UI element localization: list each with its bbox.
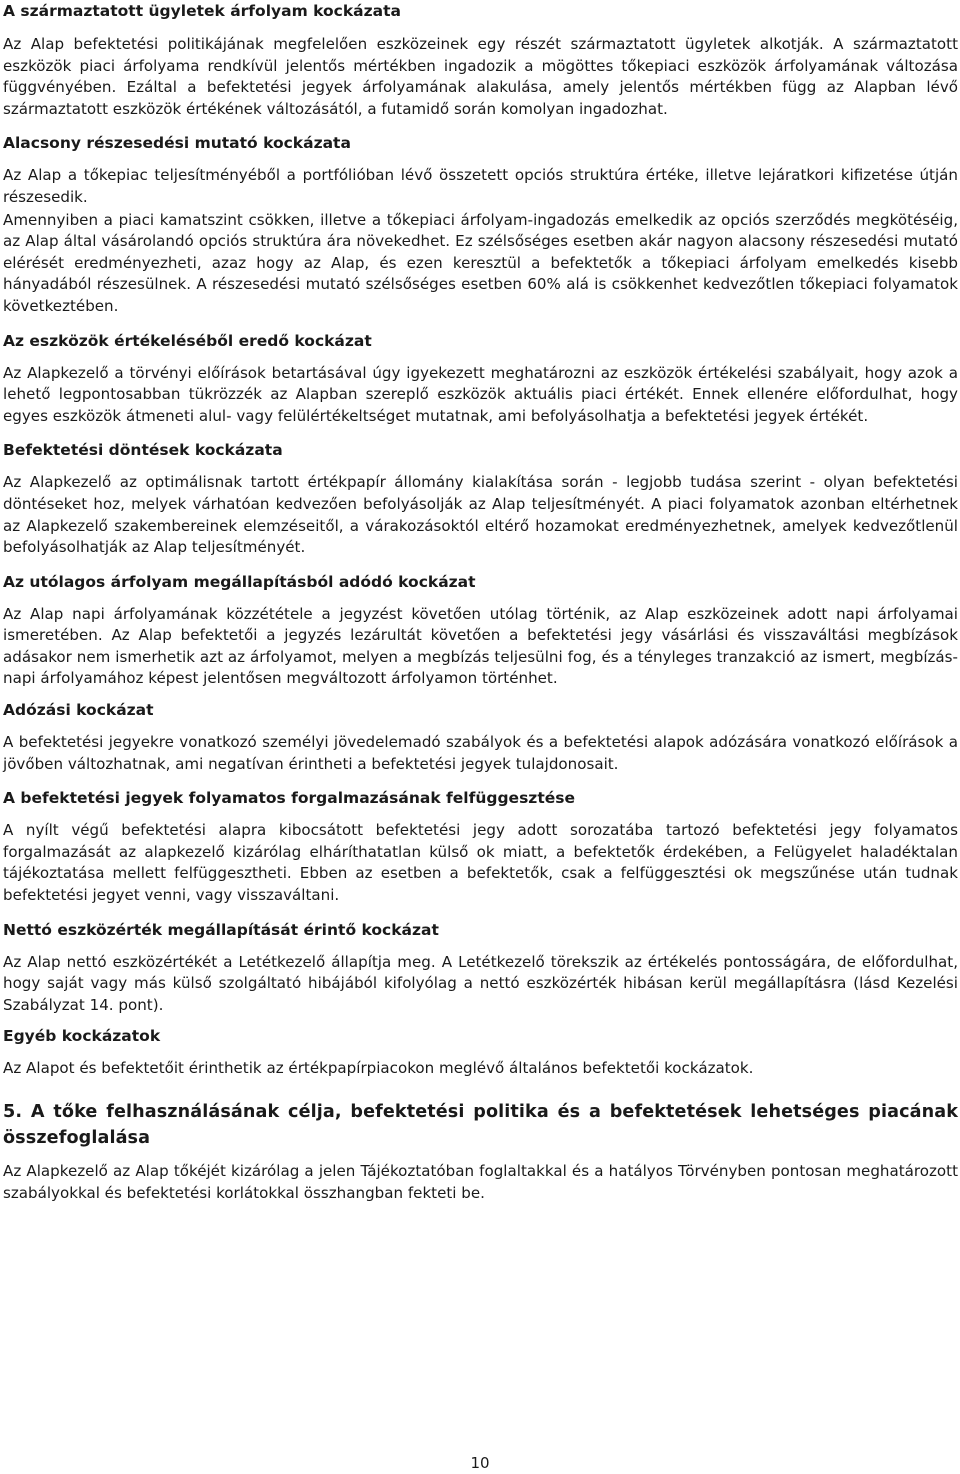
chapter-paragraph: Az Alapkezelő az Alap tőkéjét kizárólag a jelen Tájékoztatóban foglaltakkal és a hatályos Törvényben pontosan meghatározott szabályokkal és befektetési korlátokkal összhangban fekteti be. <box>3 1162 958 1202</box>
section-paragraph: Az Alap befektetési politikájának megfelelően eszközeinek egy részét származtatott ügyletek alkotják. A származtatott eszközök piaci árfolyama rendkívül jelentős mértékben ingadozik a mögöttes tőkepiaci eszközök árfolyamának változása függvényében. Ezáltal a befektetési jegyek árfolyamának alakulása, amely jelentős mértékben függ az Alapban lévő származtatott eszközök értékének változásától, a futamidő során komolyan ingadozhat. <box>3 35 958 118</box>
section-other-risks <box>3 1025 958 1080</box>
section-heading: Befektetési döntések kockázata <box>3 441 283 460</box>
chapter-title: 5. A tőke felhasználásának célja, befektetési politika és a befektetések lehetséges piacának összefoglalása <box>3 1102 958 1148</box>
section-distribution-suspension <box>3 787 958 906</box>
section-heading: Az utólagos árfolyam megállapításból adódó kockázat <box>3 572 476 591</box>
section-heading: Nettó eszközérték megállapítását érintő kockázat <box>3 920 439 939</box>
section-heading: Adózási kockázat <box>3 701 154 720</box>
document-page <box>3 0 958 1205</box>
section-asset-valuation-risk <box>3 330 958 428</box>
section-paragraph: Az Alap nettó eszközértékét a Letétkezelő állapítja meg. A Letétkezelő törekszik az értékelés pontosságára, de előfordulhat, hogy saját vagy más külső szolgáltató hibájából kifolyólag a nettó eszközérték hibásan kerül megállapításra (lásd Kezelési Szabályzat 14. pont). <box>3 952 958 1014</box>
section-paragraph: Az Alap napi árfolyamának közzététele a jegyzést követően utólag történik, az Alap eszközeinek adott napi árfolyamai ismeretében. Az Alap befektetői a jegyzés lezárultát követően a befektetési jegy vásárlási és visszaváltási megbízások adásakor nem ismerhetik azt az árfolyamot, melyen a megbízás teljesülni fog, és a tényleges tranzakció az ismert, megbízás-napi árfolyamához képest jelentősen megváltozott árfolyamon történhet. <box>3 604 958 688</box>
section-heading: A származtatott ügyletek árfolyam kockázata <box>3 2 401 20</box>
section-low-participation-risk <box>3 132 958 317</box>
section-heading: Alacsony részesedési mutató kockázata <box>3 134 351 153</box>
section-heading: A befektetési jegyek folyamatos forgalmazásának felfüggesztése <box>3 789 575 808</box>
section-paragraph: Amennyiben a piaci kamatszint csökken, illetve a tőkepiaci árfolyam-ingadozás emelkedik az opciós szerződés megkötéséig, az Alap által vásárolandó opciós struktúra ára növekedhet. Ez szélsőséges esetben akár nagyon alacsony részesedési mutató elérését eredményezheti, azaz hogy az Alap, és ezen keresztül a befektetők a tőkepiaci árfolyam emelkedés kisebb hányadából részesülnek. A részesedési mutató szélsőséges esetben 60% alá is csökkenhet kedvezőtlen tőkepiaci folyamatok következtében. <box>3 210 958 315</box>
section-subsequent-pricing-risk <box>3 571 958 690</box>
section-paragraph: A befektetési jegyekre vonatkozó személyi jövedelemadó szabályok és a befektetési alapok adózására vonatkozó előírások a jövőben változhatnak, ami negatívan érintheti a befektetési jegyek tulajdonosait. <box>3 733 958 773</box>
section-paragraph: A nyílt végű befektetési alapra kibocsátott befektetési jegy adott sorozatába tartozó befektetési jegy folyamatos forgalmazását az alapkezelő kizárólag elháríthatatlan külső ok miatt, a befektetők érdekében, a Felügyelet haladéktalan tájékoztatása mellett felfüggesztheti. Ebben az esetben a befektetők, csak a felfüggesztési ok megszűnése után tudnak befektetési jegyet venni, vagy visszaváltani. <box>3 821 958 905</box>
page-number: 10 <box>470 1454 490 1472</box>
section-paragraph: Az Alapkezelő az optimálisnak tartott értékpapír állomány kialakítása során - legjobb tudása szerint - olyan befektetési döntéseket hoz, melyek várhatóan kedvezően befolyásolják az Alap teljesítményét. A piaci folyamatok azonban eltérhetnek az Alapkezelő szakembereinek elemzéseitől, a várakozásoktól eltérő hozamokat eredményezhetnek, amelyek kedvezőtlenül befolyásolhatják az Alap teljesítményét. <box>3 473 958 557</box>
chapter-5 <box>3 1099 958 1204</box>
section-nav-calculation-risk <box>3 919 958 1017</box>
section-heading: Az eszközök értékeléséből eredő kockázat <box>3 331 372 350</box>
section-tax-risk <box>3 699 958 775</box>
section-paragraph: Az Alapot és befektetőit érinthetik az értékpapírpiacokon meglévő általános befektetői kockázatok. <box>3 1059 754 1078</box>
section-investment-decision-risk <box>3 439 958 558</box>
section-heading: Egyéb kockázatok <box>3 1027 161 1046</box>
section-paragraph: Az Alap a tőkepiac teljesítményéből a portfólióban lévő összetett opciós struktúra értéke, illetve lejáratkori kifizetése útján részesedik. <box>3 166 958 206</box>
section-paragraph: Az Alapkezelő a törvényi előírások betartásával úgy igyekezett meghatározni az eszközök értékelési szabályait, hogy azok a lehető legpontosabban tükrözzék az Alapban szereplő eszközök aktuális piaci értékét. Ennek ellenére előfordulhat, hogy egyes eszközök átmeneti alul- vagy felülértékeltséget mutatnak, ami befolyásolhatja a befektetési jegyek értékét. <box>3 363 958 425</box>
section-derivatives-price-risk <box>3 0 958 120</box>
